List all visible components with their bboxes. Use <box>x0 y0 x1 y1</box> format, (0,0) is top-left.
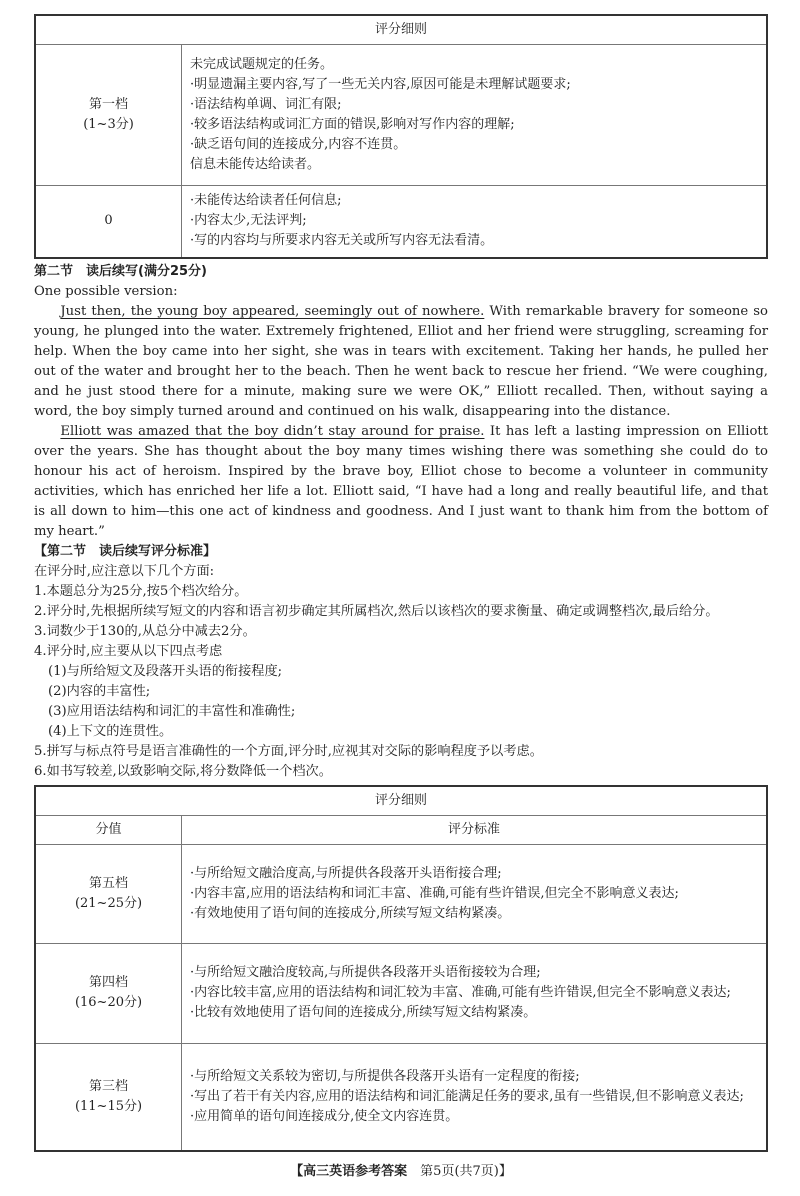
criteria-line: ·比较有效地使用了语句间的连接成分,所续写短文结构紧凑。 <box>190 1005 537 1020</box>
criteria-line: ·缺乏语句间的连接成分,内容不连贯。 <box>190 137 407 152</box>
criteria-cell <box>182 186 768 258</box>
paragraph-text: With remarkable bravery for someone so young, he plunged into the water. Extremely frightened, Elliot and her friend were struggling, screaming for help. When the boy came into her sight, she was in tears with excitement. Taking her hands, he pulled her out of the water and brought her to the beach. Then he went back to rescue her friend. “We were coughing, and he just stood there for a minute, making sure we were OK,” Elliott recalled. Then, without saying a word, the boy simply turned around and continued on his walk, disappearing into the distance. <box>34 303 768 419</box>
criteria-line: ·应用简单的语句间连接成分,使全文内容连贯。 <box>190 1108 459 1124</box>
level-name: 第五档 <box>88 875 128 891</box>
criteria-item: 6.如书写较差,以致影响交际,将分数降低一个档次。 <box>34 763 332 779</box>
criteria-cell <box>182 943 768 1043</box>
level-cell <box>35 45 182 186</box>
criteria-line: ·内容丰富,应用的语法结构和词汇丰富、准确,可能有些许错误,但完全不影响意义表达; <box>190 885 679 901</box>
criteria-line: ·与所给短文融洽度较高,与所提供各段落开头语衔接较为合理; <box>190 965 541 980</box>
level-cell <box>35 1043 182 1151</box>
criteria-line: 信息未能传达给读者。 <box>190 157 321 172</box>
criteria-item: 1.本题总分为25分,按5个档次给分。 <box>34 583 248 599</box>
table-header: 评分细则 <box>35 15 767 45</box>
table-row <box>35 844 767 943</box>
opening-sentence: Just then, the young boy appeared, seemingly out of nowhere. <box>60 303 485 319</box>
criteria-intro: 在评分时,应注意以下几个方面: <box>34 563 215 579</box>
scoring-table-1 <box>34 14 768 259</box>
criteria-item: 3.词数少于130的,从总分中减去2分。 <box>34 623 256 639</box>
level-range: (11~15分) <box>74 1098 143 1114</box>
criteria-title: 【第二节 读后续写评分标准】 <box>34 543 217 559</box>
criteria-sub-item: (2)内容的丰富性; <box>48 683 151 699</box>
table-row <box>35 186 767 258</box>
criteria-line: ·写的内容均与所要求内容无关或所写内容无法看清。 <box>190 233 494 249</box>
criteria-line: ·未能传达给读者任何信息; <box>190 193 342 209</box>
criteria-item: 4.评分时,应主要从以下四点考虑 <box>34 643 223 659</box>
essay-paragraph-2 <box>34 422 768 542</box>
level-name: 第一档 <box>88 97 128 112</box>
criteria-sub-item: (1)与所给短文及段落开头语的衔接程度; <box>48 663 283 679</box>
criteria-line: ·与所给短文融洽度高,与所提供各段落开头语衔接合理; <box>190 865 502 881</box>
essay-section <box>34 262 768 542</box>
criteria-cell <box>182 844 768 943</box>
scoring-table-2 <box>34 785 768 1153</box>
table-row <box>35 943 767 1043</box>
level-cell <box>35 844 182 943</box>
criteria-line: ·语法结构单调、词汇有限; <box>190 97 342 112</box>
level-range: (1~3分) <box>83 117 134 132</box>
criteria-line: 未完成试题规定的任务。 <box>190 57 334 72</box>
level-name: 第四档 <box>88 975 128 990</box>
opening-sentence: Elliott was amazed that the boy didn’t stay around for praise. <box>60 423 485 439</box>
criteria-line: ·与所给短文关系较为密切,与所提供各段落开头语有一定程度的衔接; <box>190 1068 580 1084</box>
level-name: 第三档 <box>88 1078 128 1094</box>
level-range: (16~20分) <box>74 995 143 1010</box>
criteria-line: ·内容比较丰富,应用的语法结构和词汇较为丰富、准确,可能有些许错误,但完全不影响意义表达; <box>190 985 731 1000</box>
criteria-item: 5.拼写与标点符号是语言准确性的一个方面,评分时,应视其对交际的影响程度予以考虑。 <box>34 743 543 759</box>
criteria-section <box>34 542 768 782</box>
criteria-line: ·内容太少,无法评判; <box>190 213 307 229</box>
table-header: 评分细则 <box>35 786 767 816</box>
criteria-line: ·有效地使用了语句间的连接成分,所续写短文结构紧凑。 <box>190 905 511 921</box>
column-header-criteria: 评分标准 <box>182 815 768 844</box>
criteria-sub-item: (4)上下文的连贯性。 <box>48 723 173 739</box>
essay-paragraph-1 <box>34 302 768 422</box>
criteria-cell <box>182 45 768 186</box>
level-range: (21~25分) <box>74 895 143 911</box>
criteria-cell <box>182 1043 768 1151</box>
section-intro: One possible version: <box>34 283 178 299</box>
criteria-line: ·写出了若干有关内容,应用的语法结构和词汇能满足任务的要求,虽有一些错误,但不影响意义表达; <box>190 1088 744 1104</box>
table-row <box>35 1043 767 1151</box>
level-cell: 0 <box>35 186 182 258</box>
column-header-score: 分值 <box>35 815 182 844</box>
criteria-line: ·明显遗漏主要内容,写了一些无关内容,原因可能是未理解试题要求; <box>190 77 571 92</box>
footer-title: 【高三英语参考答案 <box>290 1164 408 1179</box>
page-number: 第5页(共7页)】 <box>420 1164 512 1179</box>
criteria-item: 2.评分时,先根据所续写短文的内容和语言初步确定其所属档次,然后以该档次的要求衡量、确定或调整档次,最后给分。 <box>34 603 719 619</box>
paragraph-text: It has left a lasting impression on Elliott over the years. She has thought about the boy many times wishing there was something she could do to honour his act of heroism. Inspired by the brave boy, Elliot chose to become a volunteer in community activities, which has enriched her life a lot. Elliott said, “I have had a long and really beautiful life, and that is all down to him—this one act of kindness and goodness. And I just want to thank him from the bottom of my heart.” <box>34 423 768 539</box>
criteria-line: ·较多语法结构或词汇方面的错误,影响对写作内容的理解; <box>190 117 515 132</box>
page-footer <box>34 1162 768 1182</box>
table-row <box>35 45 767 186</box>
criteria-sub-item: (3)应用语法结构和词汇的丰富性和准确性; <box>48 703 296 719</box>
section-title: 第二节 读后续写(满分25分) <box>34 263 207 279</box>
level-cell <box>35 943 182 1043</box>
